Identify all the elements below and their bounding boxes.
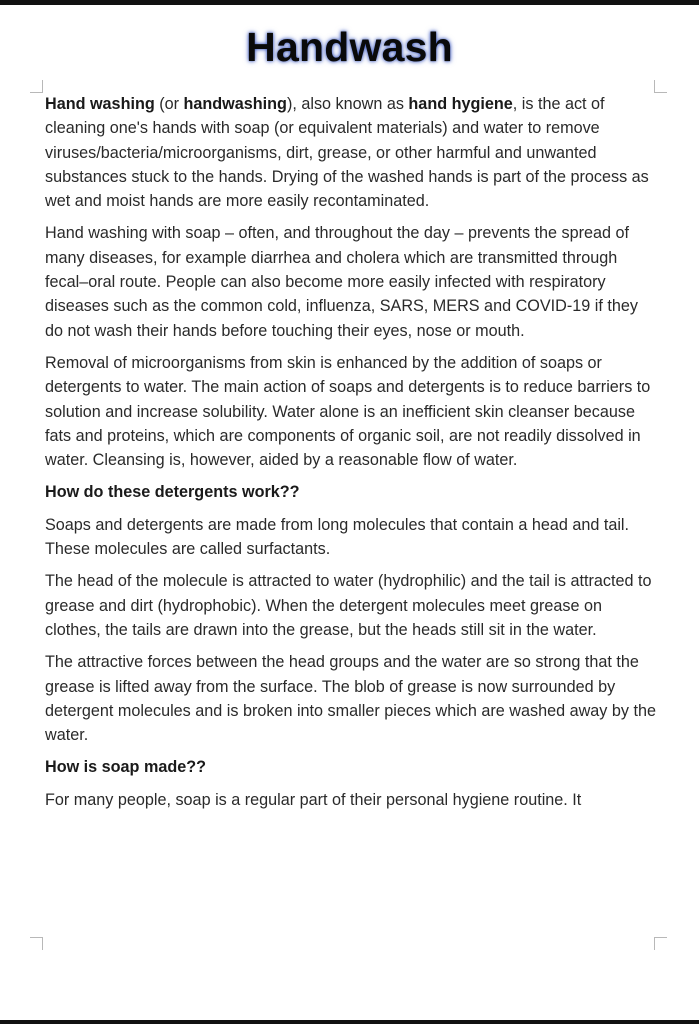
paragraph-attractive-forces: The attractive forces between the head groups and the water are so strong that the grease is lifted away from the surface. The blob of grease is now surrounded by detergent molecules and is broken into smaller pieces which are washed away by the water. xyxy=(45,653,656,745)
term-handwashing: handwashing xyxy=(183,95,287,113)
top-edge-bar xyxy=(0,0,699,5)
margin-mark-bottom-right xyxy=(654,937,667,950)
term-hand-hygiene: hand hygiene xyxy=(408,95,513,113)
intro-paragraph xyxy=(45,92,660,213)
term-hand-washing: Hand washing xyxy=(45,95,155,113)
document-body xyxy=(45,92,660,820)
paragraph-removal-microorganisms: Removal of microorganisms from skin is enhanced by the addition of soaps or detergents to water. The main action of soaps and detergents is to reduce barriers to solution and increase solubility. Water alone is an inefficient skin cleanser because fats and proteins, which are components of organic soil, are not readily dissolved in water. Cleansing is, however, aided by a reasonable flow of water. xyxy=(45,353,651,470)
margin-mark-top-left xyxy=(30,80,43,93)
heading-soap-made: How is soap made?? xyxy=(45,758,207,777)
heading-detergents-work: How do these detergents work?? xyxy=(45,483,300,502)
intro-text-or: (or xyxy=(154,95,184,113)
intro-text-also-known: ), also known as xyxy=(286,95,409,113)
page-title: Handwash xyxy=(246,24,453,70)
bottom-edge-bar xyxy=(0,1020,699,1024)
intro-text-rest: , is the act of cleaning one's hands with soap (or equivalent materials) and water to remove viruses/bacteria/microorganisms, dirt, grease, or other harmful and unwanted substances stuck to the hands. Drying of the washed hands is part of the process as wet and moist hands are more easily recontaminated. xyxy=(45,95,649,211)
paragraph-head-tail: The head of the molecule is attracted to water (hydrophilic) and the tail is attracted to grease and dirt (hydrophobic). When the detergent molecules meet grease on clothes, the tails are drawn into the grease, but the heads still sit in the water. xyxy=(45,572,652,639)
margin-mark-bottom-left xyxy=(30,937,43,950)
paragraph-disease-prevention: Hand washing with soap – often, and throughout the day – prevents the spread of many diseases, for example diarrhea and cholera which are transmitted through fecal–oral route. People can also become more easily infected with respiratory diseases such as the common cold, influenza, SARS, MERS and COVID-19 if they do not wash their hands before touching their eyes, nose or mouth. xyxy=(45,224,638,340)
paragraph-soap-routine: For many people, soap is a regular part of their personal hygiene routine. It xyxy=(45,790,582,809)
paragraph-surfactants: Soaps and detergents are made from long molecules that contain a head and tail. These molecules are called surfactants. xyxy=(45,515,630,559)
